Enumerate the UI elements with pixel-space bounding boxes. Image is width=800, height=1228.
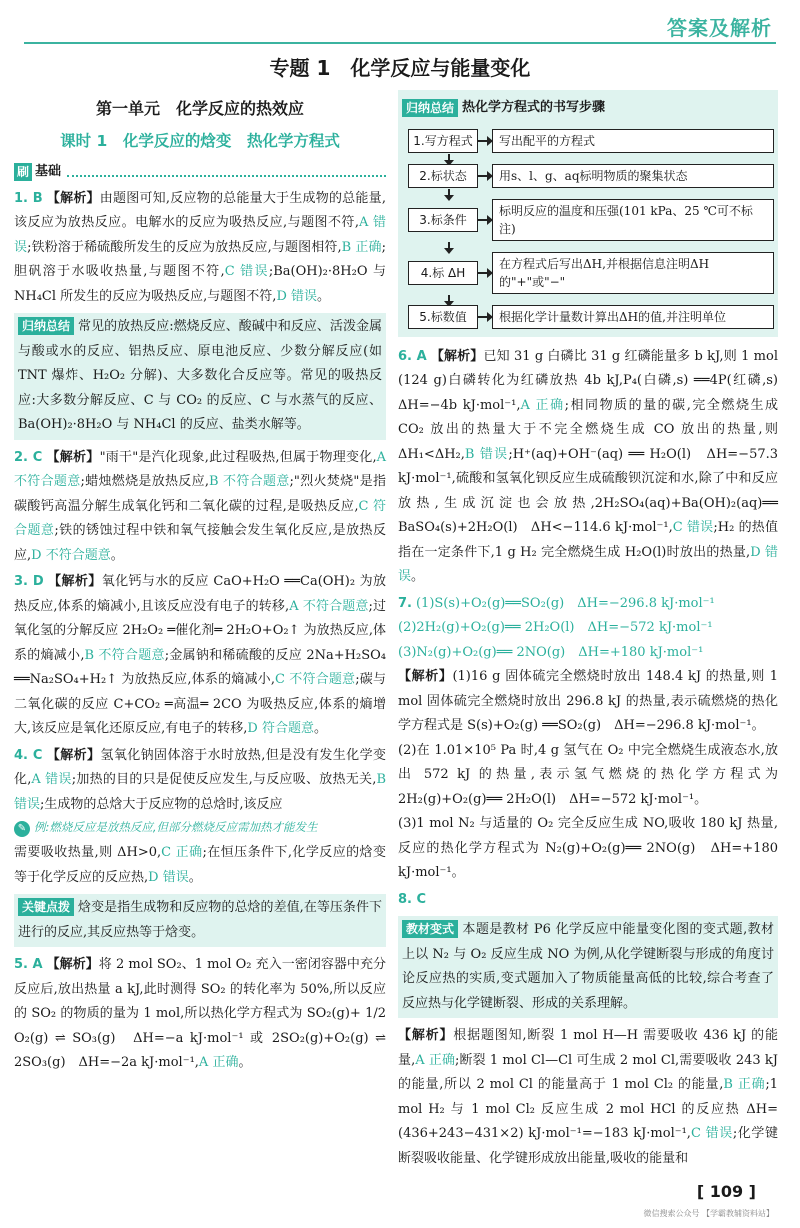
flow-step-label: 5.标数值 — [408, 305, 478, 329]
answer-text: ;铁的锈蚀过程中铁和氧气接触会发生氧化反应,是放热反应, — [14, 523, 386, 563]
flow-step-label: 1.写方程式 — [408, 129, 478, 153]
highlight-verdict: D 不符合题意 — [31, 547, 111, 563]
highlight-verdict: A 正确 — [415, 1052, 456, 1068]
answer-item-3 — [14, 570, 386, 742]
right-arrow-icon — [478, 140, 492, 142]
answer-text: 将 2 mol SO₂、1 mol O₂ 充入一密闭容器中充分反应后,放出热量 a kJ,此时测得 SO₂ 的转化率为 50%,所以反应的 SO₂ 的物质的量为 1 mol,所以热化学方程式为 SO₂(g)+ 1/2 O₂(g) ⇌ SO₃(g) ΔH=−a kJ·mol⁻¹ 或 2SO₂(g)+O₂(g) ⇌ 2SO₃(g) ΔH=−2a kJ·mol⁻¹, — [14, 957, 386, 1070]
page-number: [ 109 ] — [696, 1182, 756, 1201]
lesson-title: 课时 1 化学反应的焓变 热化学方程式 — [60, 132, 340, 150]
highlight-verdict: A 不符合题意 — [289, 598, 369, 614]
answer-text: 根据题图知,断裂 1 mol H—H 需要吸收 436 kJ 的能量, — [398, 1028, 778, 1068]
variant-tag: 教材变式 — [402, 920, 458, 938]
answer-text: ;蜡烛燃烧是放热反应, — [80, 474, 210, 489]
answer-text: ;Ba(OH)₂·8H₂O 与 NH₄Cl 所发生的反应为吸热反应,与题图不符, — [14, 264, 386, 304]
highlight-verdict: D 错误 — [276, 288, 317, 304]
summary-tag: 归纳总结 — [18, 317, 74, 335]
highlight-verdict: D 符合题意 — [247, 721, 314, 736]
flow-step-desc: 根据化学计量数计算出ΔH的值,并注明单位 — [492, 305, 774, 329]
highlight-verdict: A 正确 — [198, 1055, 239, 1070]
question-number: 1. B — [14, 190, 43, 206]
answer-text: ;断裂 1 mol Cl—Cl 可生成 2 mol Cl,需要吸收 243 kJ 的能量,所以 2 mol Cl 的能量高于 1 mol Cl₂ 的能量, — [398, 1052, 778, 1092]
answer-text: ;相同物质的量的碳,完全燃烧生成 CO₂ 放出的热量大于不完全燃烧生成 CO 放出的热量,则 ΔH₁<ΔH₂, — [398, 397, 778, 462]
question-number: 4. C — [14, 747, 43, 763]
unit-title: 第一单元 化学反应的热效应 — [95, 99, 304, 118]
answer-text: 由题图可知,反应物的总能量大于生成物的总能量,该反应为放热反应。电解水的反应为吸热反应,与题图不符, — [14, 190, 386, 230]
answer-item-5 — [14, 953, 386, 1076]
answer-text: ;铁粉溶于稀硫酸所发生的反应为放热反应,与题图相符, — [27, 239, 342, 255]
equation-line — [398, 592, 778, 617]
dotted-divider — [67, 167, 386, 177]
note-text: 例:燃烧反应是放热反应,但部分燃烧反应需加热才能发生 — [34, 820, 318, 834]
answer-text: ;1 mol H₂ 与 1 mol Cl₂ 反应生成 2 mol HCl 的反应热 ΔH=(436+243−431×2) kJ·mol⁻¹=−183 kJ·mol⁻¹, — [398, 1077, 778, 1141]
flow-step-label: 3.标条件 — [408, 208, 478, 232]
flow-step-row — [408, 252, 774, 294]
analysis-paragraph — [398, 665, 778, 739]
highlight-verdict: B 不符合题意 — [209, 474, 290, 489]
highlight-verdict: C 不符合题意 — [274, 672, 356, 687]
analysis-label: 【解析】 — [47, 574, 102, 589]
answer-text: ;H⁺(aq)+OH⁻(aq) ══ H₂O(l) ΔH=−57.3 kJ·mol⁻¹,硫酸和氢氧化钡反应生成硫酸钡沉淀和水,除了中和反应放热,生成沉淀也会放热,2H₂SO₄(aq)+Ba(OH)₂(aq)══ BaSO₄(s)+2H₂O(l) ΔH<−114.6 kJ·mol⁻¹, — [398, 446, 779, 535]
flow-step-row — [408, 305, 774, 329]
highlight-verdict: C 错误 — [672, 520, 714, 535]
handwritten-note — [14, 819, 386, 837]
right-arrow-icon — [478, 219, 492, 221]
flowchart-tag: 归纳总结 — [402, 99, 458, 117]
question-number: 5. A — [14, 957, 43, 972]
flow-step-row — [408, 164, 774, 188]
answer-text: "雨干"是汽化现象,此过程吸热,但属于物理变化, — [99, 449, 377, 465]
answer-text: ;金属钠和稀硫酸的反应 2Na+H₂SO₄ ══Na₂SO₄+H₂↑ 为放热反应,体系的熵减小, — [14, 647, 386, 687]
analysis-label: 【解析】 — [398, 1028, 454, 1043]
answer-text: 。 — [188, 869, 202, 885]
equation-text: (1)S(s)+O₂(g)══SO₂(g) ΔH=−296.8 kJ·mol⁻¹ — [415, 595, 715, 611]
keypoint-text: 焓变是指生成物和反应物的总焓的差值,在等压条件下进行的反应,其反应热等于焓变。 — [18, 900, 382, 940]
right-column — [398, 90, 792, 1173]
answer-item-1 — [14, 187, 386, 310]
equation-line: (3)N₂(g)+O₂(g)══ 2NO(g) ΔH=+180 kJ·mol⁻¹ — [398, 644, 704, 660]
highlight-verdict: B 正确 — [723, 1077, 766, 1092]
flow-step-desc: 标明反应的温度和压强(101 kPa、25 ℃可不标注) — [492, 199, 774, 241]
flow-step-label: 4.标 ΔH — [408, 261, 478, 285]
highlight-verdict: A 错误 — [31, 772, 72, 787]
answer-text: ;胆矾溶于水吸收热量,与题图不符, — [14, 239, 386, 279]
answer-item-4 — [14, 744, 386, 891]
highlight-verdict: B 错误 — [464, 446, 509, 462]
flowchart-steps — [402, 129, 774, 329]
question-number: 2. C — [14, 449, 43, 465]
down-arrow-icon — [448, 154, 450, 164]
analysis-label: 【解析】 — [46, 449, 100, 465]
highlight-verdict: B 正确 — [341, 239, 382, 255]
answer-text: ;加热的目的只是促使反应发生,与反应吸、放热无关, — [71, 772, 377, 787]
answer-text: ;碳与二氧化碳的反应 C+CO₂ ═高温═ 2CO 为吸热反应,体系的熵增大,该反应是氧化还原反应,有电子的转移, — [14, 672, 386, 736]
highlight-verdict: A 错误 — [14, 215, 387, 255]
highlight-verdict: A 正确 — [520, 397, 565, 413]
variant-text: 本题是教材 P6 化学反应中能量变化图的变式题,教材上以 N₂ 与 O₂ 反应生成 NO 为例,从化学键断裂与形成的角度讨论反应热的实质,变式题加入了物质能量高低的比较,综合考查了反应热与化学键断裂、形成的关系理解。 — [402, 922, 774, 1011]
analysis-label: 【解析】 — [46, 747, 101, 763]
answer-text: 。 — [317, 288, 331, 304]
highlight-verdict: D 错误 — [148, 869, 189, 885]
flowchart-title: 热化学方程式的书写步骤 — [462, 100, 606, 115]
highlight-verdict: B 不符合题意 — [84, 647, 165, 663]
highlight-verdict: B 错误 — [14, 772, 386, 812]
answer-text: 需要吸收热量,则 ΔH>0, — [14, 845, 162, 860]
flowchart-header — [402, 96, 774, 121]
flow-step-desc: 在方程式后写出ΔH,并根据信息注明ΔH的"+"或"−" — [492, 252, 774, 294]
answer-text: 氧化钙与水的反应 CaO+H₂O ══Ca(OH)₂ 为放热反应,体系的熵减小,且该反应没有电子的转移, — [14, 574, 386, 614]
equation-line: (2)2H₂(g)+O₂(g)══ 2H₂O(l) ΔH=−572 kJ·mol⁻¹ — [398, 620, 713, 635]
keypoint-box — [14, 894, 386, 947]
question-number: 8. C — [398, 891, 427, 907]
answer-text: 氢氧化钠固体溶于水时放热,但是没有发生化学变化, — [14, 747, 386, 787]
answer-text: 。 — [313, 721, 327, 736]
left-column — [14, 90, 386, 1078]
highlight-verdict: C 正确 — [161, 845, 203, 860]
highlight-verdict: D 错误 — [398, 544, 778, 584]
flow-step-desc: 用s、l、g、aq标明物质的聚集状态 — [492, 164, 774, 188]
question-number: 7. — [398, 595, 412, 611]
down-arrow-icon — [448, 189, 450, 199]
keypoint-tag: 关键点拨 — [18, 898, 74, 916]
page-title: 专题 1 化学反应与能量变化 — [269, 56, 531, 80]
answer-text: ;H₂ 的热值指在一定条件下,1 g H₂ 完全燃烧生成 H₂O(l)时放出的热量, — [398, 520, 778, 560]
highlight-verdict: C 错误 — [224, 264, 269, 279]
basic-section-header — [14, 160, 386, 185]
question-number: 3. D — [14, 574, 44, 589]
basic-tag: 刷 — [14, 163, 32, 181]
analysis-label: 【解析】 — [46, 957, 99, 972]
flow-step-desc: 写出配平的方程式 — [492, 129, 774, 153]
answer-item-2 — [14, 446, 386, 569]
analysis-label: 【解析】 — [398, 669, 453, 684]
answer-item-7 — [398, 592, 778, 886]
answer-text: ;在恒压条件下,化学反应的焓变等于化学反应的反应热, — [14, 845, 386, 885]
answer-text: (1)16 g 固体硫完全燃烧时放出 148.4 kJ 的热量,则 1 mol 固体硫完全燃烧时放出 296.8 kJ 的热量,表示硫燃烧的热化学方程式是 S(s)+O₂(g) ══SO₂(g) ΔH=−296.8 kJ·mol⁻¹。 — [398, 669, 778, 733]
footer-watermark: 微信搜索公众号 【学霸教辅资料站】 — [643, 1209, 774, 1218]
answer-text: ;化学键断裂吸收能量、化学键形成放出能量,吸收的能量和 — [398, 1126, 778, 1166]
flowchart-box — [398, 90, 778, 337]
down-arrow-icon — [448, 242, 450, 252]
answer-text: ;过氧化氢的分解反应 2H₂O₂ ═催化剂═ 2H₂O+O₂↑ 为放热反应,体系的熵减小, — [14, 598, 386, 663]
answer-text: 。 — [238, 1055, 252, 1070]
right-arrow-icon — [478, 272, 492, 274]
answer-text: 。 — [411, 569, 425, 584]
question-number: 6. A — [398, 348, 427, 364]
analysis-label: 【解析】 — [430, 348, 484, 364]
textbook-variant-box — [398, 916, 778, 1018]
down-arrow-icon — [448, 295, 450, 305]
flow-step-row — [408, 129, 774, 153]
highlight-verdict: C 错误 — [690, 1126, 733, 1141]
analysis-paragraph: (2)在 1.01×10⁵ Pa 时,4 g 氢气在 O₂ 中完全燃烧生成液态水,放出 572 kJ 的热量,表示氢气燃烧的热化学方程式为 2H₂(g)+O₂(g)══ 2H₂O(l) ΔH=−572 kJ·mol⁻¹。 — [398, 742, 778, 807]
answer-section-label: 答案及解析 — [667, 16, 772, 40]
right-arrow-icon — [478, 316, 492, 318]
basic-label: 基础 — [35, 164, 62, 179]
right-arrow-icon — [478, 175, 492, 177]
answer-text: ;生成物的总焓大于反应物的总焓时,该反应 — [40, 796, 283, 812]
summary-box — [14, 313, 386, 440]
highlight-verdict: C 符合题意 — [14, 498, 386, 538]
analysis-paragraph: (3)1 mol N₂ 与适量的 O₂ 完全反应生成 NO,吸收 180 kJ 热量,反应的热化学方程式为 N₂(g)+O₂(g)══ 2NO(g) ΔH=+180 kJ·mol⁻¹。 — [398, 816, 778, 880]
flow-step-label: 2.标状态 — [408, 164, 478, 188]
answer-text: ;"烈火焚烧"是指碳酸钙高温分解生成氧化钙和二氧化碳的过程,是吸热反应, — [14, 474, 386, 514]
answer-item-8 — [398, 888, 778, 1172]
flow-step-row — [408, 199, 774, 241]
answer-text: 已知 31 g 白磷比 31 g 红磷能量多 b kJ,则 1 mol (124 g)白磷转化为红磷放热 4b kJ,P₄(白磷,s) ══4P(红磷,s) ΔH=−4b kJ·mol⁻¹, — [398, 348, 792, 413]
highlight-verdict: A 不符合题意 — [14, 449, 386, 489]
summary-text: 常见的放热反应:燃烧反应、酸碱中和反应、活泼金属与酸或水的反应、铝热反应、原电池反应、少数分解反应(如 TNT 爆炸、H₂O₂ 分解)、大多数化合反应等。常见的吸热反应:大多数分解反应、C 与 CO₂ 的反应、C 与水蒸气的反应、Ba(OH)₂·8H₂O 与 NH₄Cl 的反应、盐类水解等。 — [18, 319, 382, 432]
analysis-label: 【解析】 — [46, 190, 100, 206]
answer-item-6 — [398, 345, 792, 590]
answer-text: 。 — [110, 547, 124, 563]
header-rule — [24, 42, 776, 44]
note-hand-icon: ✎ — [14, 821, 30, 837]
